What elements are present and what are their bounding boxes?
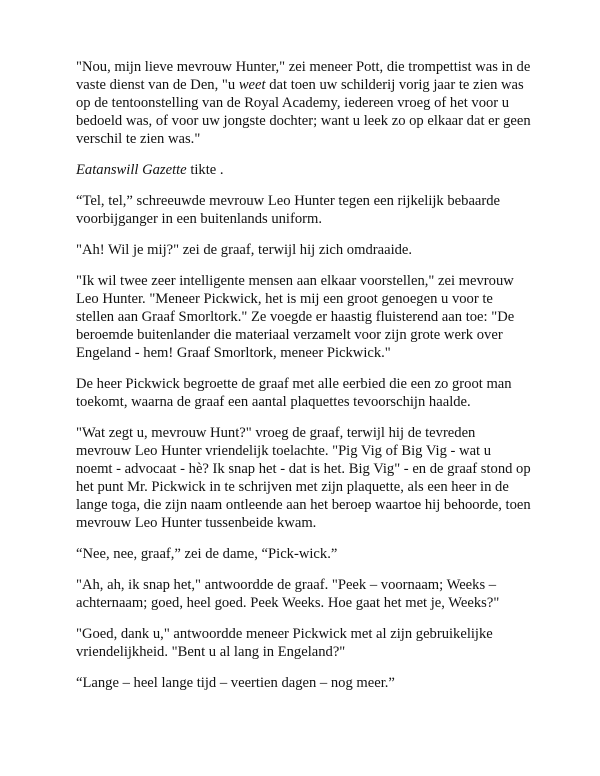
text-run: “Tel, tel,” schreeuwde mevrouw Leo Hunter tegen een rijkelijk bebaarde voorbijganger in een buitenlands uniform. [76,193,501,227]
text-run: "Nou, mijn lieve mevrouw Hunter," zei meneer Pott, die trompettist was in de vaste dienst van de Den, "u [76,59,531,93]
text-run: "Goed, dank u," antwoordde meneer Pickwick met al zijn gebruikelijke vriendelijkheid. "Bent u al lang in Engeland?" [76,626,493,660]
paragraph-fourteen-days [76,674,531,692]
text-run: “Nee, nee, graaf,” zei de dame, “Pick-wick.” [76,546,338,562]
text-run: "Wat zegt u, mevrouw Hunt?" vroeg de graaf, terwijl hij de tevreden mevrouw Leo Hunter vriendelijk toelachte. "Pig Vig of Big Vig - wat u noemt - advocaat - hè? Ik snap het - dat is het. Big Vig" - en de graaf stond op het punt Mr. Pickwick in te schrijven met zijn plaquette, als een heer in de lange toga, die zijn naam ontleende aan het beroep waartoe hij behoorde, toen mevrouw Leo Hunter tussenbeide kwam. [76,425,531,531]
text-run: tikte . [186,162,224,178]
paragraph-introduction [76,272,531,362]
paragraph-pick-wick [76,545,531,563]
text-run: “Lange – heel lange tijd – veertien dagen – nog meer.” [76,675,395,691]
italic-text-run: Eatanswill Gazette [76,162,187,178]
text-run: De heer Pickwick begroette de graaf met alle eerbied die een zo groot man toekomt, waarna de graaf een aantal plaquettes tevoorschijn haalde. [76,376,512,410]
paragraph-greeting [76,375,531,411]
paragraph-peek-weeks [76,576,531,612]
italic-text-run: weet [238,77,266,93]
text-run: "Ah, ah, ik snap het," antwoordde de graaf. "Peek – voornaam; Weeks – achternaam; goed, heel goed. Peek Weeks. Hoe gaat het met je, Weeks?" [76,577,500,611]
paragraph-big-vig [76,424,531,532]
paragraph-tel-tel [76,192,531,228]
paragraph-pott-speech [76,58,531,148]
paragraph-count-turns [76,241,531,259]
text-run: dat toen uw schilderij vorig jaar te zien was op de tentoonstelling van de Royal Academy, iedereen vroeg of het voor u bedoeld was, of voor uw jongste dochter; want u leek zo op elkaar dat er geen verschil te zien was." [76,77,531,147]
paragraph-gazette [76,161,531,179]
document-page [76,58,531,705]
text-run: "Ah! Wil je mij?" zei de graaf, terwijl hij zich omdraaide. [76,242,413,258]
text-run: "Ik wil twee zeer intelligente mensen aan elkaar voorstellen," zei mevrouw Leo Hunter. "Meneer Pickwick, het is mij een groot genoegen u voor te stellen aan Graaf Smorltork." Ze voegde er haastig fluisterend aan toe: "De beroemde buitenlander die materiaal verzamelt voor zijn grote werk over Engeland - hem! Graaf Smorltork, meneer Pickwick." [76,273,515,361]
paragraph-how-long [76,625,531,661]
